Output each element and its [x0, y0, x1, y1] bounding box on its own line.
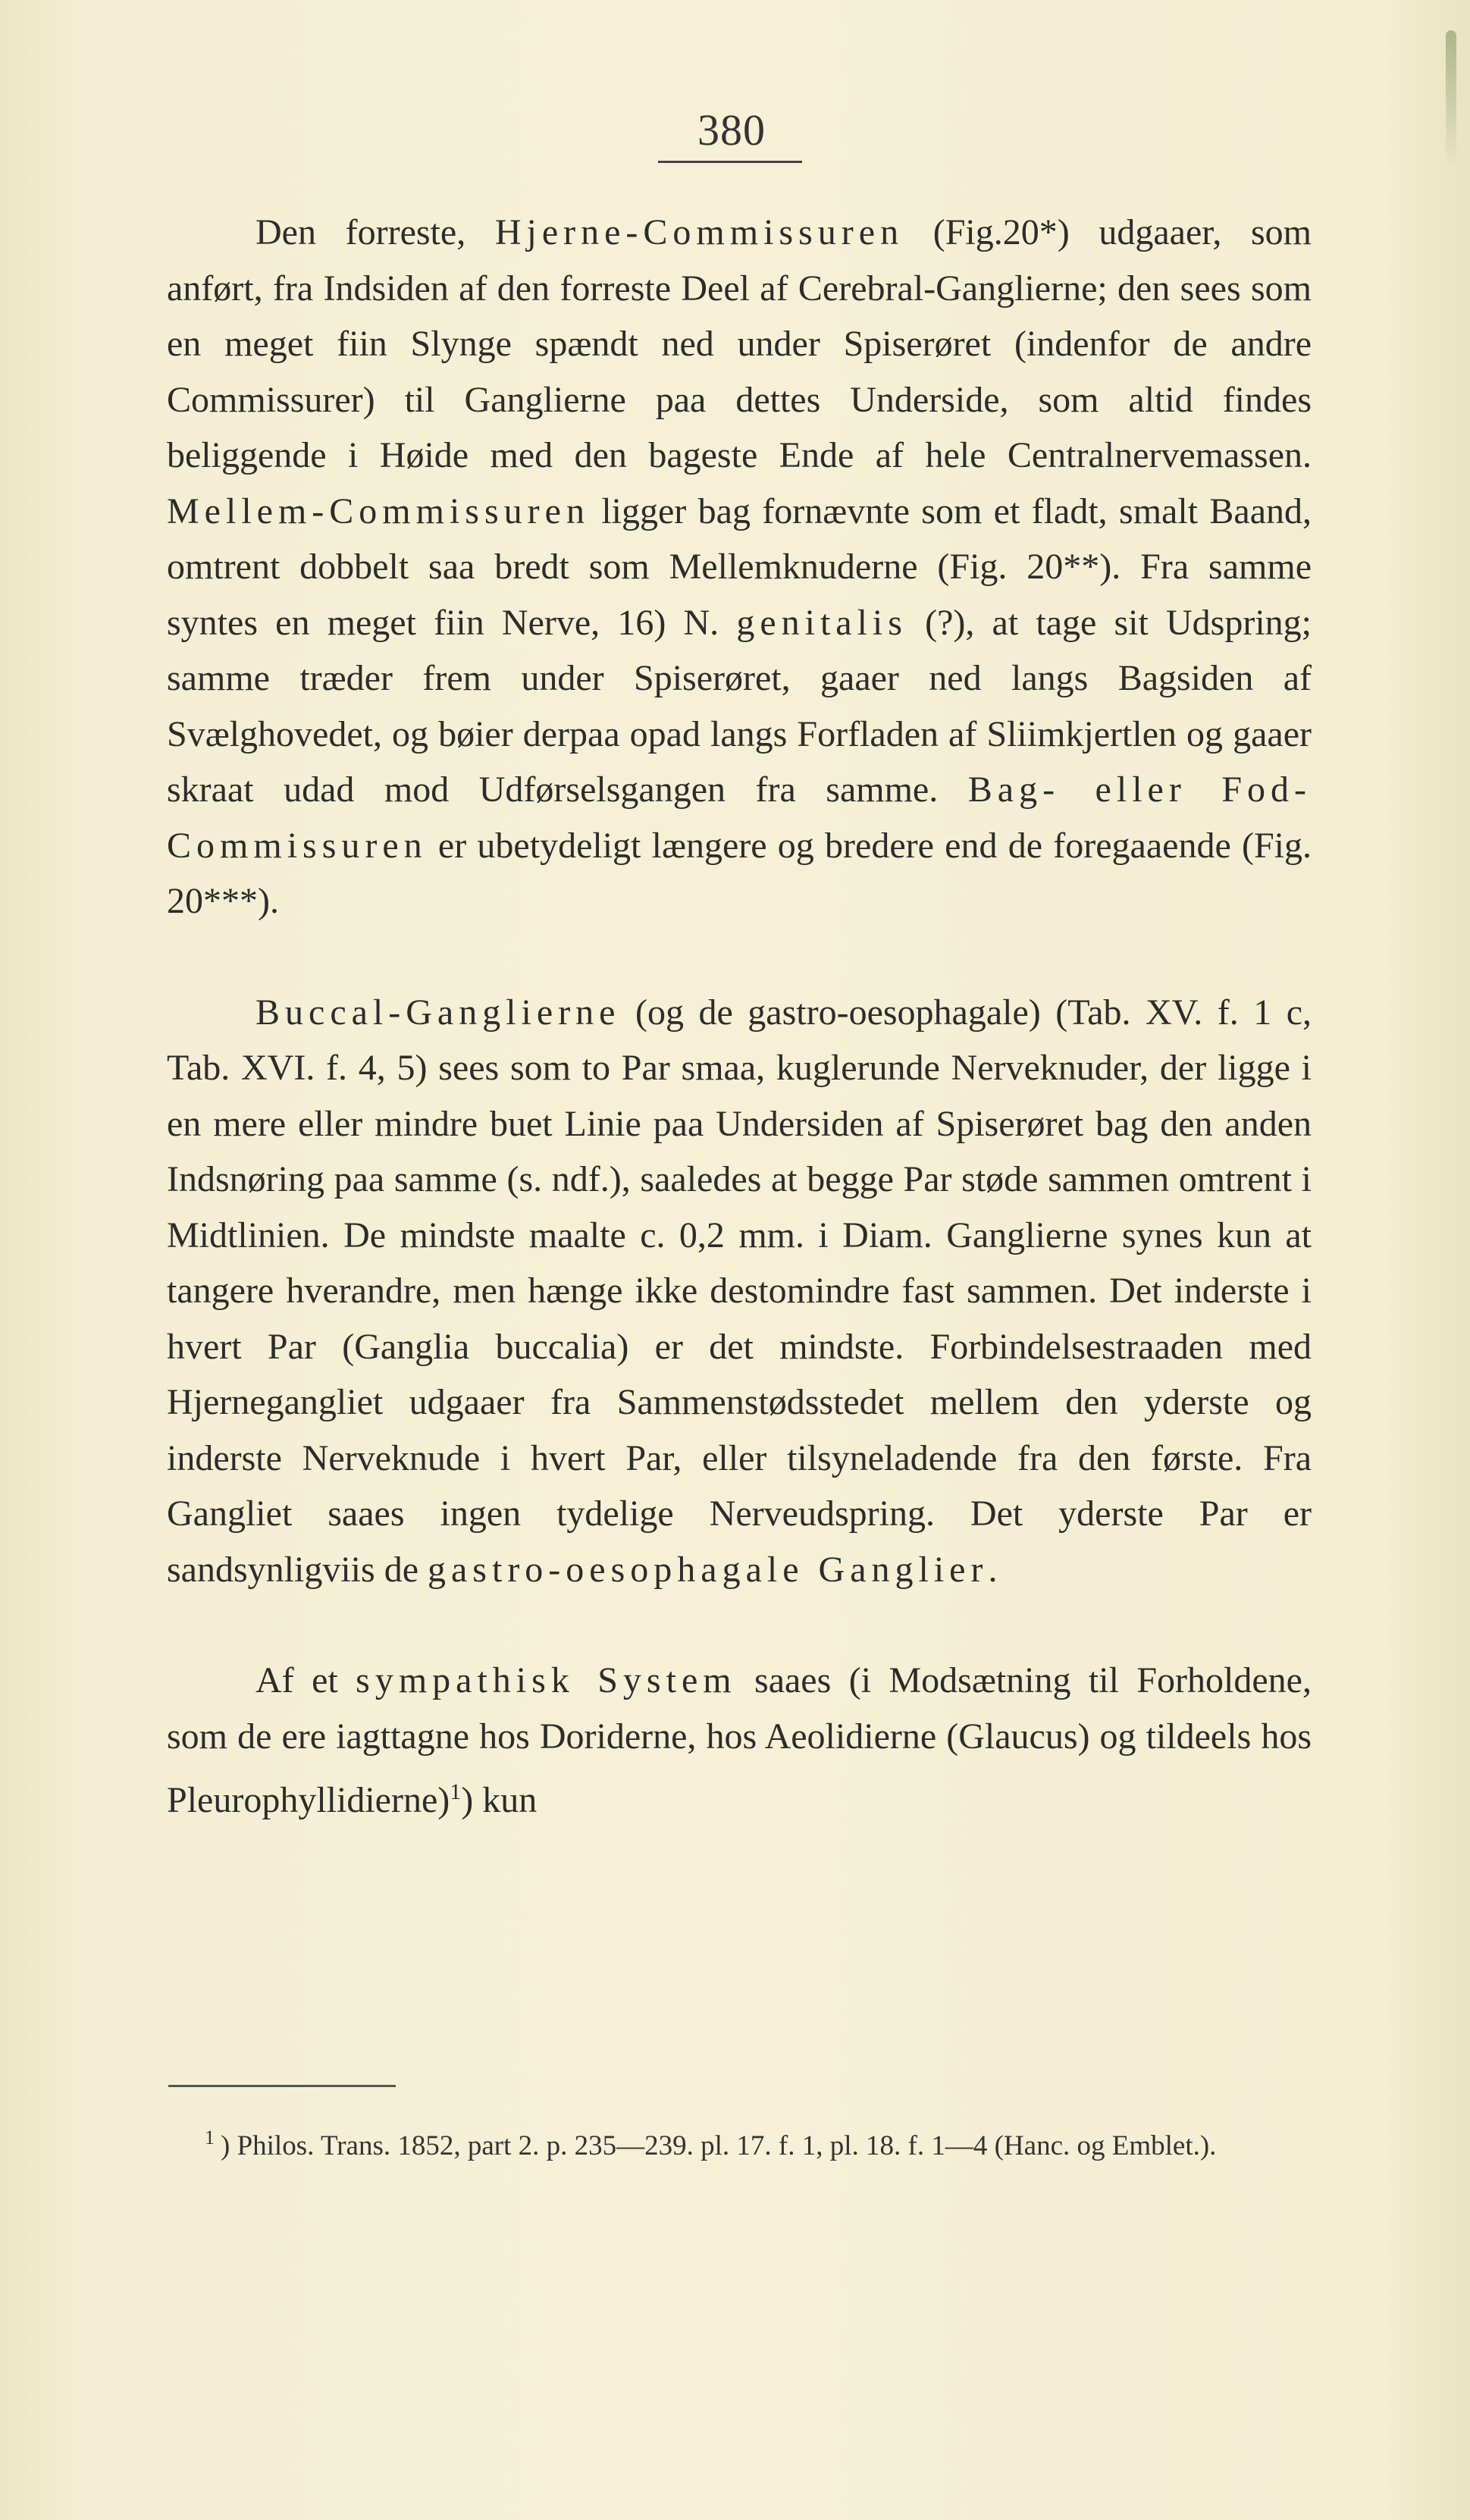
footnote-text: ) Philos. Trans. 1852, part 2. p. 235—239. pl. 17. f. 1, pl. 18. f. 1—4 (Hanc. og Emblet.).	[221, 2130, 1217, 2161]
text-run: saaes (i Modsætning til Forholdene, som de ere iagttagne hos Doriderne, hos Aeolidierne (Glaucus) og tildeels hos Pleurophyllidierne)	[167, 1660, 1312, 1820]
body-text	[167, 205, 1312, 1829]
paragraph-commissures	[167, 205, 1312, 929]
page-number-rule	[658, 161, 802, 163]
spaced-term: Mellem-Commissuren	[167, 491, 590, 531]
paragraph-sympathetic-system	[167, 1653, 1312, 1829]
footnote-marker: 1	[205, 2127, 215, 2149]
spaced-term: Buccal-Ganglierne	[255, 992, 621, 1033]
text-run: ligger bag fornævnte som et fladt, smalt Baand, omtrent dobbelt saa bredt som Mellemknuderne (Fig. 20**). Fra samme syntes en meget fiin Nerve, 16) N.	[167, 491, 1312, 643]
text-run: (Fig.20*) udgaaer, som anført, fra Indsiden af den forreste Deel af Cerebral-Ganglierne; den sees som en meget fiin Slynge spændt ned under Spiserøret (indenfor de andre Commissurer) til Ganglierne paa dettes Underside, som altid findes beliggende i Høide med den bageste Ende af hele Centralnervemassen.	[167, 212, 1312, 475]
footnote	[205, 2117, 1312, 2167]
paragraph-buccal-ganglia	[167, 985, 1312, 1598]
text-run: .	[988, 1549, 998, 1590]
footnote-rule	[168, 2085, 396, 2087]
spaced-term: genitalis	[736, 602, 907, 643]
text-run: (og de gastro-oesophagale) (Tab. XV. f. 1 c, Tab. XVI. f. 4, 5) sees som to Par smaa, kuglerunde Nerveknuder, der ligge i en mere eller mindre buet Linie paa Undersiden af Spiserøret bag den anden Indsnøring paa samme (s. ndf.), saaledes at begge Par støde sammen omtrent i Midtlinien. De mindste maalte c. 0,2 mm. i Diam. Ganglierne synes kun at tangere hverandre, men hænge ikke destomindre fast sammen. Det inderste i hvert Par (Ganglia buccalia) er det mindste. Forbindelsestraaden med Hjernegangliet udgaaer fra Sammenstødsstedet mellem den yderste og inderste Nerveknude i hvert Par, eller tilsyneladende fra den første. Fra Gangliet saaes ingen tydelige Nerveudspring. Det yderste Par er sandsynligviis de	[167, 992, 1312, 1590]
text-run: er ubetydeligt længere og bredere end de foregaaende (Fig. 20***).	[167, 825, 1312, 921]
text-run: (?), at tage sit Udspring; samme træder frem under Spiserøret, gaaer ned langs Bagsiden af Svælghovedet, og bøier derpaa opad langs Forfladen af Sliimkjertlen og gaaer skraat udad mod Udførselsgangen fra samme.	[167, 602, 1312, 810]
text-run: ) kun	[461, 1780, 538, 1820]
text-run: Den forreste,	[255, 212, 495, 252]
page-edge-stain	[1446, 30, 1456, 167]
spaced-term: gastro-oesophagale Ganglier	[428, 1549, 989, 1590]
spaced-term: sympathisk System	[356, 1660, 737, 1700]
spaced-term: Bag- eller Fod-Commissuren	[167, 769, 1312, 866]
text-run: Af et	[255, 1660, 356, 1700]
page-number: 380	[697, 105, 766, 155]
footnote-reference: 1	[450, 1779, 462, 1804]
spaced-term: Hjerne-Commissuren	[494, 212, 904, 252]
